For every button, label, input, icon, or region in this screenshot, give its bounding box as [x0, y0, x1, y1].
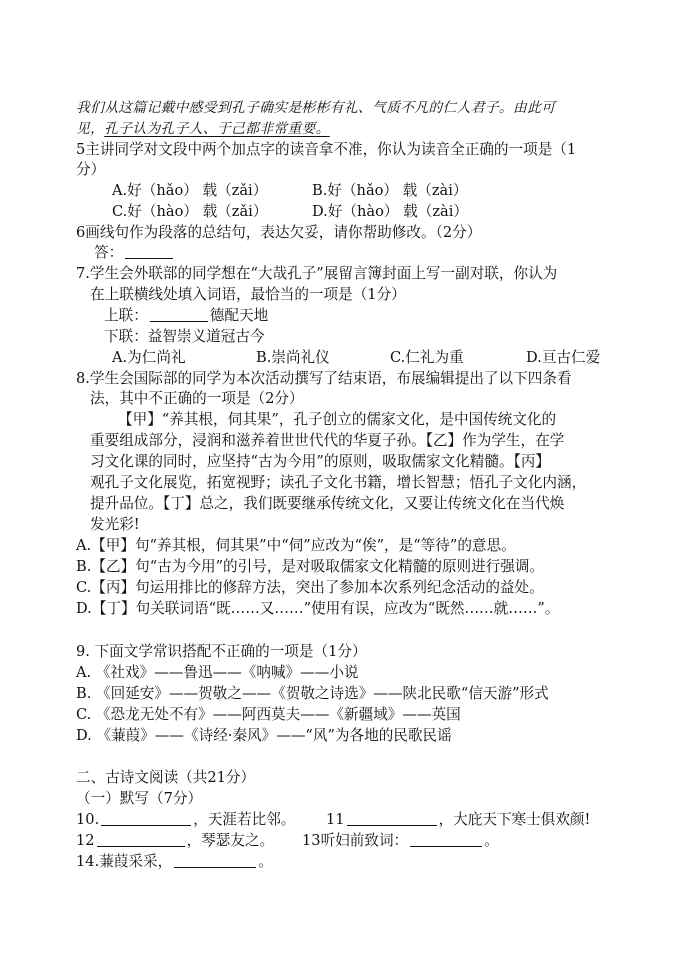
q8-passage-line-1: 【甲】“养其根，伺其果”，孔子创立的儒家文化，是中国传统文化的	[118, 411, 557, 428]
q12-blank[interactable]	[97, 832, 185, 847]
q8-stem-line-1: 8.学生会国际部的同学为本次活动撰写了结束语，布展编辑提出了以下四条看	[76, 370, 572, 387]
q7-option-a: A.为仁尚礼	[112, 349, 186, 366]
q5-option-c: C.好（hào） 载（zǎi）	[112, 203, 268, 220]
q8-option-b: B.【乙】句“古为今用”的引号，是对吸取儒家文化精髓的原则进行强调。	[76, 558, 545, 575]
intro-line-2-prefix: 见，	[76, 121, 105, 137]
section-2-title: 二、古诗文阅读（共21分）	[76, 769, 256, 786]
q8-passage-line-3: 习文化课的同时，应坚持“古为今用”的原则，吸取儒家文化精髓。【丙】	[90, 453, 551, 470]
q14-line	[76, 852, 273, 872]
q7-stem-line-1: 7.学生会外联部的同学想在“大哉孔子”展留言簿封面上写一副对联，你认为	[76, 265, 558, 282]
q5-option-b: B.好（hǎo） 载（zài）	[312, 182, 468, 199]
q9-option-b: B. 《回延安》——贺敬之——《贺敬之诗选》——陕北民歌“信天游”形式	[76, 685, 549, 702]
q5-stem-line-1: 5主讲同学对文段中两个加点字的读音拿不准，你认为读音全正确的一项是（1	[76, 141, 577, 158]
q13-tail: 。	[484, 832, 499, 849]
q11-blank[interactable]	[347, 811, 437, 826]
section-2-sub-1: （一）默写（7分）	[76, 790, 203, 807]
q7-upper-label: 上联：	[104, 307, 148, 324]
q7-upper-couplet	[104, 306, 268, 326]
q12-tail: ，琴瑟友之。	[186, 832, 275, 849]
q12-line	[76, 831, 274, 851]
q12-prefix: 12	[76, 832, 95, 849]
q14-prefix: 14.蒹葭采采，	[76, 853, 173, 870]
q7-option-d: D.亘古仁爱	[526, 349, 601, 366]
q9-stem: 9. 下面文学常识搭配不正确的一项是（1分）	[76, 643, 367, 660]
q11-prefix: 11	[326, 811, 345, 828]
q7-stem-line-2: 在上联横线处填入词语，最恰当的一项是（1分）	[90, 286, 406, 303]
q13-line	[302, 831, 499, 851]
q7-lower-couplet: 下联：益智崇义道冠古今	[104, 328, 265, 345]
q6-answer-label: 答：	[94, 244, 124, 261]
q8-stem-line-2: 法，其中不正确的一项是（2分）	[90, 390, 304, 407]
q8-option-a: A.【甲】句“养其根，伺其果”中“伺”应改为“俟”，是“等待”的意思。	[76, 537, 516, 554]
q7-upper-blank[interactable]	[150, 307, 208, 322]
q8-passage-line-4: 观孔子文化展览，拓宽视野；读孔子文化书籍，增长智慧；悟孔子文化内涵，	[90, 474, 587, 491]
q11-tail: ，大庇天下寒士俱欢颜!	[438, 811, 591, 828]
q14-tail: 。	[258, 853, 273, 870]
q5-stem-line-2: 分）	[76, 161, 106, 178]
q13-prefix: 13听妇前致词：	[302, 832, 409, 849]
q8-passage-line-2: 重要组成部分，浸润和滋养着世世代代的华夏子孙。【乙】作为学生，在学	[90, 432, 565, 449]
q13-blank[interactable]	[410, 832, 482, 847]
q11-line	[326, 810, 590, 830]
q8-option-c: C.【丙】句运用排比的修辞方法，突出了参加本次系列纪念活动的益处。	[76, 579, 544, 596]
intro-line-1: 我们从这篇记戴中感受到孔子确实是彬彬有礼、气质不凡的仁人君子。由此可	[76, 100, 556, 116]
q7-option-c: C.仁礼为重	[390, 349, 464, 366]
q6-stem: 6画线句作为段落的总结句，表达欠妥，请你帮助修改。（2分）	[76, 224, 482, 241]
q8-option-d: D.【丁】句关联词语“既……又……”使用有误，应改为“既然……就……”。	[76, 600, 560, 617]
q8-passage-line-5: 提升品位。【丁】总之，我们既要继承传统文化，又要让传统文化在当代焕	[90, 495, 565, 512]
q9-option-d: D. 《蒹葭》——《诗经·秦风》——“风”为各地的民歌民谣	[76, 727, 452, 744]
q10-tail: ，天涯若比邻。	[193, 811, 296, 828]
q14-blank[interactable]	[174, 853, 256, 868]
intro-line-2	[76, 119, 330, 139]
q10-prefix: 10.	[76, 811, 100, 828]
q8-passage-line-6: 发光彩!	[90, 516, 140, 533]
q10-line	[76, 810, 295, 830]
q6-answer	[94, 243, 175, 263]
q5-option-d: D.好（hào） 载（zài）	[312, 203, 468, 220]
q9-option-a: A. 《社戏》——鲁迅——《呐喊》——小说	[76, 664, 359, 681]
q7-option-b: B.崇尚礼仪	[256, 349, 330, 366]
q9-option-c: C. 《恐龙无处不有》——阿西莫夫——《新疆域》——英国	[76, 706, 461, 723]
underlined-summary-sentence: 孔子认为孔子人、于己都非常重要。	[104, 121, 330, 137]
q10-blank[interactable]	[101, 811, 191, 826]
q5-option-a: A.好（hǎo） 载（zǎi）	[112, 182, 268, 199]
q6-answer-blank[interactable]	[125, 244, 173, 259]
q7-upper-tail: 德配天地	[209, 307, 269, 324]
